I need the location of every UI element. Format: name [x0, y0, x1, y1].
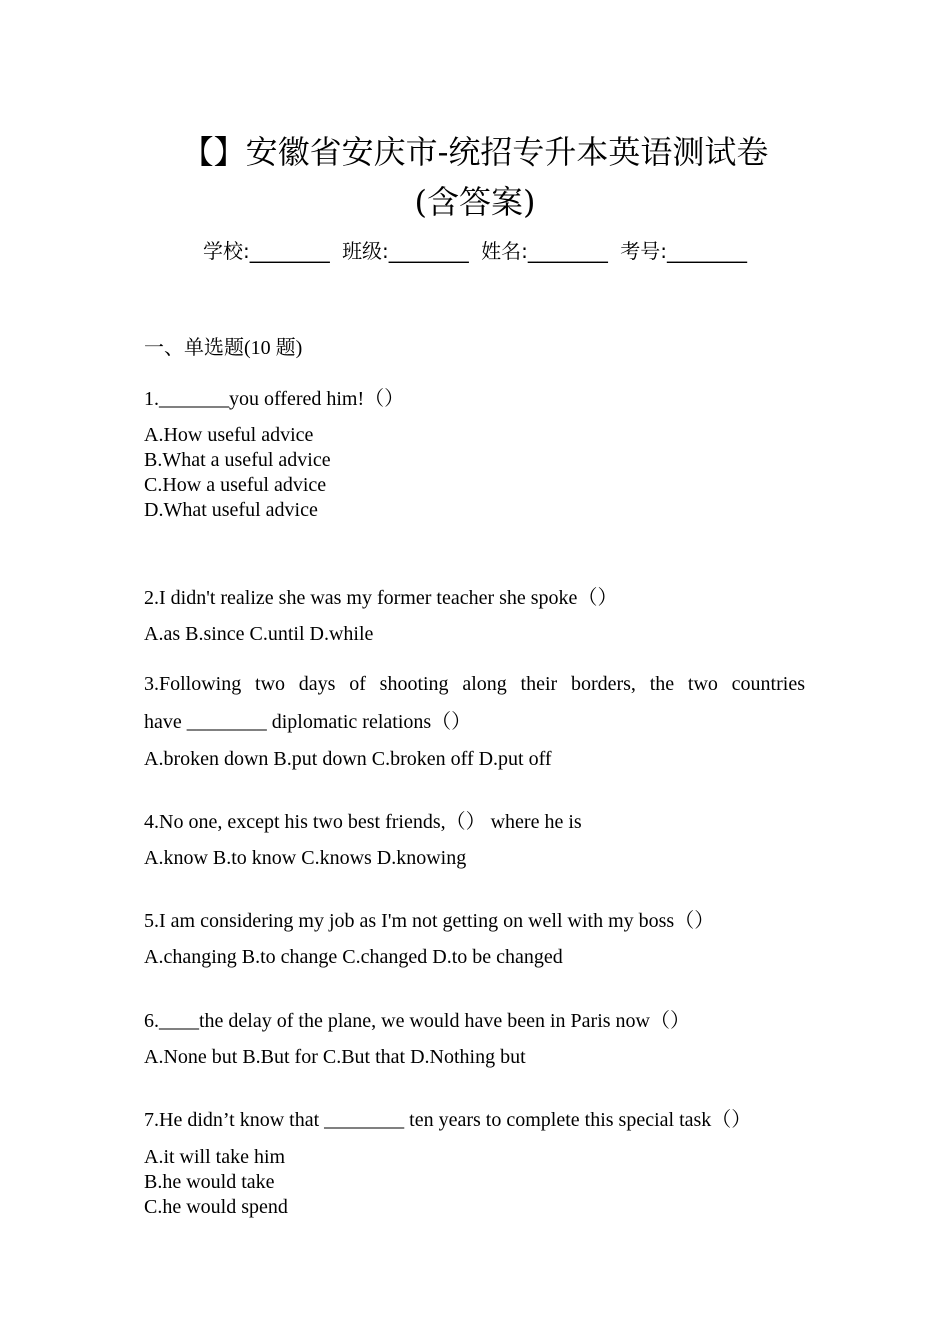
question-1-option-a: A.How useful advice [144, 424, 314, 446]
question-3-word: their [520, 673, 558, 695]
question-3-options: A.broken down B.put down C.broken off D.put off [144, 748, 552, 770]
question-3-word: two [687, 673, 718, 695]
exam-title-line2: (含答案) [414, 183, 536, 221]
question-2-options: A.as B.since C.until D.while [144, 623, 374, 645]
question-1-option-b: B.What a useful advice [144, 449, 331, 471]
question-3-word: the [649, 673, 675, 695]
question-6-options: A.None but B.But for C.But that D.Nothing but [144, 1046, 526, 1068]
question-7-option-b: B.he would take [144, 1171, 275, 1193]
question-3-word: countries [731, 673, 805, 695]
school-field: 学校:________ [202, 239, 330, 263]
question-5-stem: 5.I am considering my job as I'm not getting on well with my boss（） [144, 910, 715, 932]
question-3-word: of [349, 673, 366, 695]
student-info-line [100, 236, 850, 266]
question-6-stem: 6.____the delay of the plane, we would have been in Paris now（） [144, 1010, 690, 1032]
question-2-stem: 2.I didn't realize she was my former teacher she spoke（） [144, 587, 618, 609]
exam-number-field: 考号:________ [620, 239, 748, 263]
question-3-word: along [462, 673, 507, 695]
question-5-options: A.changing B.to change C.changed D.to be changed [144, 946, 563, 968]
question-3-word: shooting [379, 673, 449, 695]
question-4-stem: 4.No one, except his two best friends,（） where he is [144, 811, 582, 833]
question-7-stem: 7.He didn’t know that ________ ten years to complete this special task（） [144, 1109, 752, 1131]
question-7-option-a: A.it will take him [144, 1146, 286, 1168]
question-3-stem-line2: have ________ diplomatic relations（） [144, 711, 472, 733]
question-3-word: two [255, 673, 286, 695]
class-field: 班级:________ [342, 239, 469, 263]
question-3-word: 3.Following [144, 673, 242, 695]
question-4-options: A.know B.to know C.knows D.knowing [144, 847, 467, 869]
question-1-stem: 1._______you offered him!（） [144, 388, 405, 410]
section-title: 一、单选题(10 题) [144, 337, 303, 359]
question-3-word: days [298, 673, 336, 695]
question-1-option-d: D.What useful advice [144, 499, 318, 521]
exam-title-line1: 【】安徽省安庆市-统招专升本英语测试卷 [181, 133, 769, 171]
question-1-option-c: C.How a useful advice [144, 474, 327, 496]
question-7-option-c: C.he would spend [144, 1196, 288, 1218]
question-3-word: borders, [570, 673, 636, 695]
name-field: 姓名:________ [481, 239, 608, 263]
question-3-stem-line1 [144, 672, 805, 697]
